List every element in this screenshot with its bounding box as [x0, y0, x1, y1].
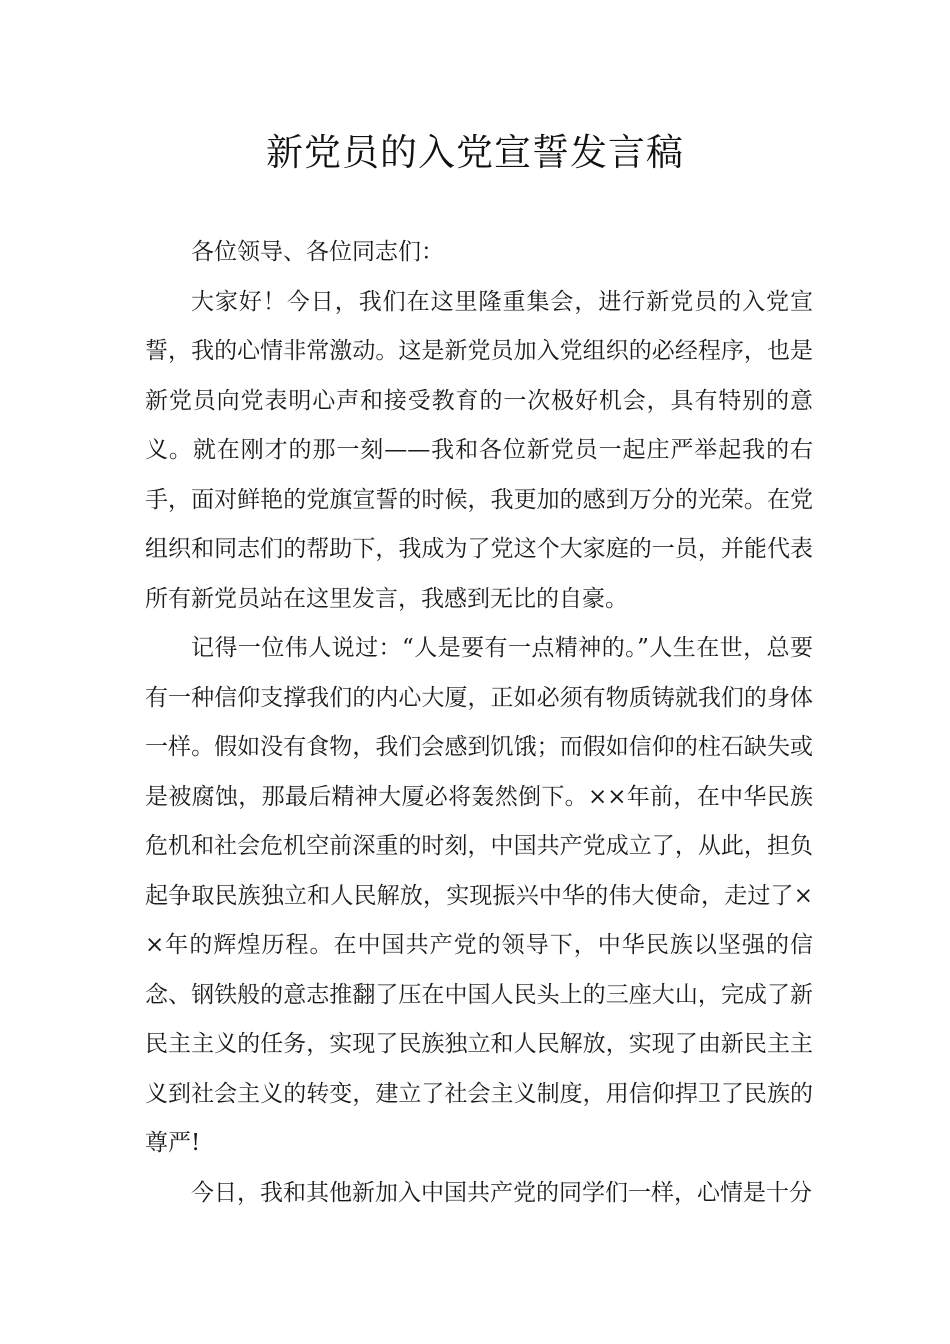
document-title: 新党员的入党宣誓发言稿	[266, 131, 684, 174]
document-body	[145, 228, 813, 1218]
salutation-paragraph: 各位领导、各位同志们：	[191, 239, 444, 265]
body-paragraph-3: 今日，我和其他新加入中国共产党的同学们一样，心情是十分	[191, 1179, 812, 1206]
body-paragraph-1: 大家好！今日，我们在这里隆重集会，进行新党员的入党宣誓，我的心情非常激动。这是新党员加入党组织的必经程序，也是新党员向党表明心声和接受教育的一次极好机会，具有特别的意义。就在刚才的那一刻——我和各位新党员一起庄严举起我的右手，面对鲜艳的党旗宣誓的时候，我更加的感到万分的光荣。在党组织和同志们的帮助下，我成为了党这个大家庭的一员，并能代表所有新党员站在这里发言，我感到无比的自豪。	[145, 288, 813, 612]
body-paragraph-2: 记得一位伟人说过：“人是要有一点精神的。”人生在世，总要有一种信仰支撑我们的内心大厦，正如必须有物质铸就我们的身体一样。假如没有食物，我们会感到饥饿；而假如信仰的柱石缺失或是被腐蚀，那最后精神大厦必将轰然倒下。××年前，在中华民族危机和社会危机空前深重的时刻，中国共产党成立了，从此，担负起争取民族独立和人民解放，实现振兴中华的伟大使命，走过了××年的辉煌历程。在中国共产党的领导下，中华民族以坚强的信念、钢铁般的意志推翻了压在中国人民头上的三座大山，完成了新民主主义的任务，实现了民族独立和人民解放，实现了由新民主主义到社会主义的转变，建立了社会主义制度，用信仰捍卫了民族的尊严!	[145, 635, 813, 1156]
